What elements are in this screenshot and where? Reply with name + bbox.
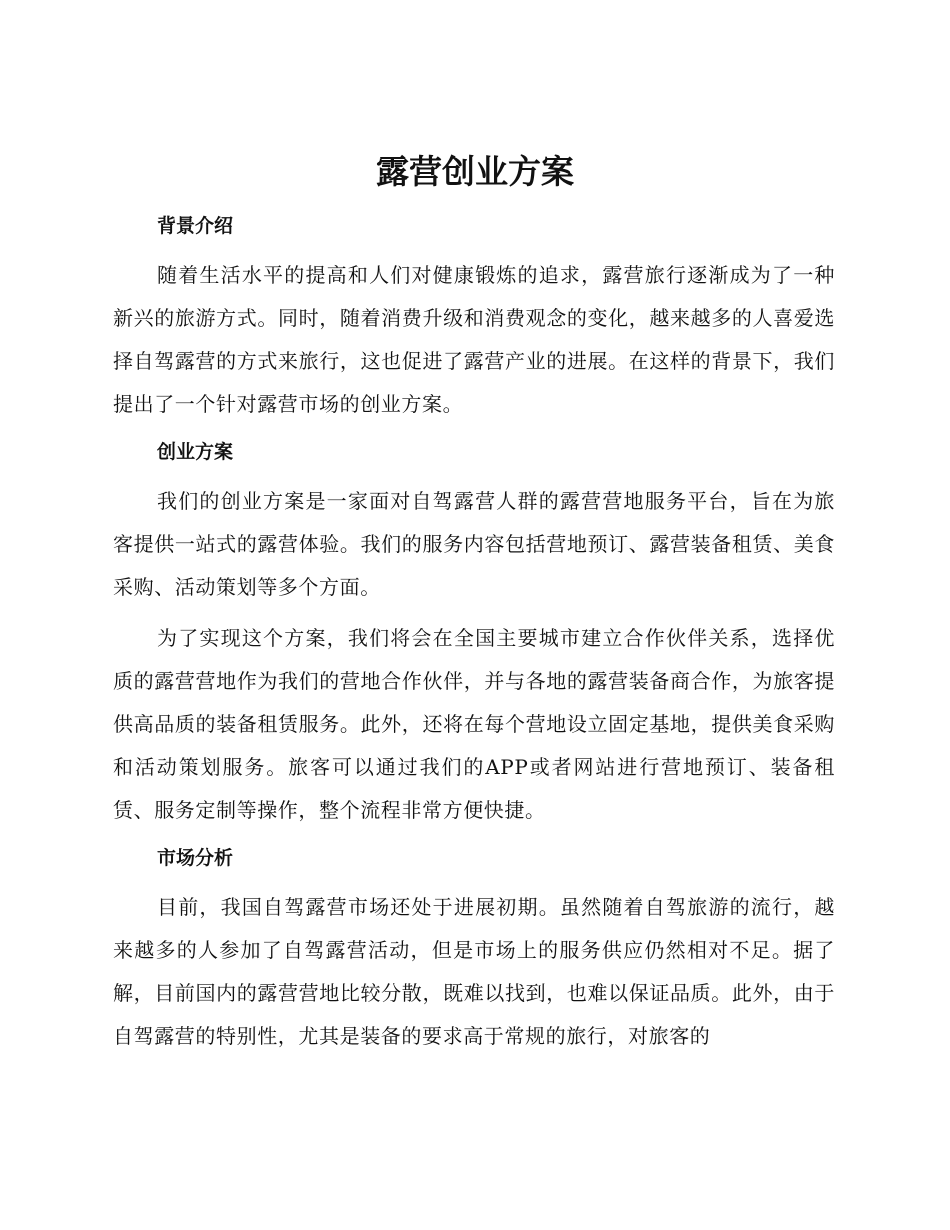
paragraph: 为了实现这个方案，我们将会在全国主要城市建立合作伙伴关系，选择优质的露营营地作为我们的营地合作伙伴，并与各地的露营装备商合作，为旅客提供高品质的装备租赁服务。此外，还将在每个营地设立固定基地，提供美食采购和活动策划服务。旅客可以通过我们的APP或者网站进行营地预订、装备租赁、服务定制等操作，整个流程非常方便快捷。 [113, 626, 835, 822]
paragraph: 我们的创业方案是一家面对自驾露营人群的露营营地服务平台，旨在为旅客提供一站式的露营体验。我们的服务内容包括营地预订、露营装备租赁、美食采购、活动策划等多个方面。 [113, 489, 835, 599]
paragraph: 随着生活水平的提高和人们对健康锻炼的追求，露营旅行逐渐成为了一种新兴的旅游方式。同时，随着消费升级和消费观念的变化，越来越多的人喜爱选择自驾露营的方式来旅行，这也促进了露营产业的进展。在这样的背景下，我们提出了一个针对露营市场的创业方案。 [113, 263, 835, 416]
document-body [113, 200, 835, 1058]
section-heading: 市场分析 [157, 847, 234, 869]
section-market-analysis [113, 838, 835, 1058]
section-background [113, 206, 835, 426]
document-title: 露营创业方案 [376, 152, 574, 191]
paragraph: 目前，我国自驾露营市场还处于进展初期。虽然随着自驾旅游的流行，越来越多的人参加了自驾露营活动，但是市场上的服务供应仍然相对不足。据了解，目前国内的露营营地比较分散，既难以找到，也难以保证品质。此外，由于自驾露营的特别性，尤其是装备的要求高于常规的旅行，对旅客的 [113, 895, 835, 1048]
section-plan [113, 432, 835, 832]
section-heading: 背景介绍 [157, 215, 234, 237]
section-heading: 创业方案 [157, 441, 234, 463]
